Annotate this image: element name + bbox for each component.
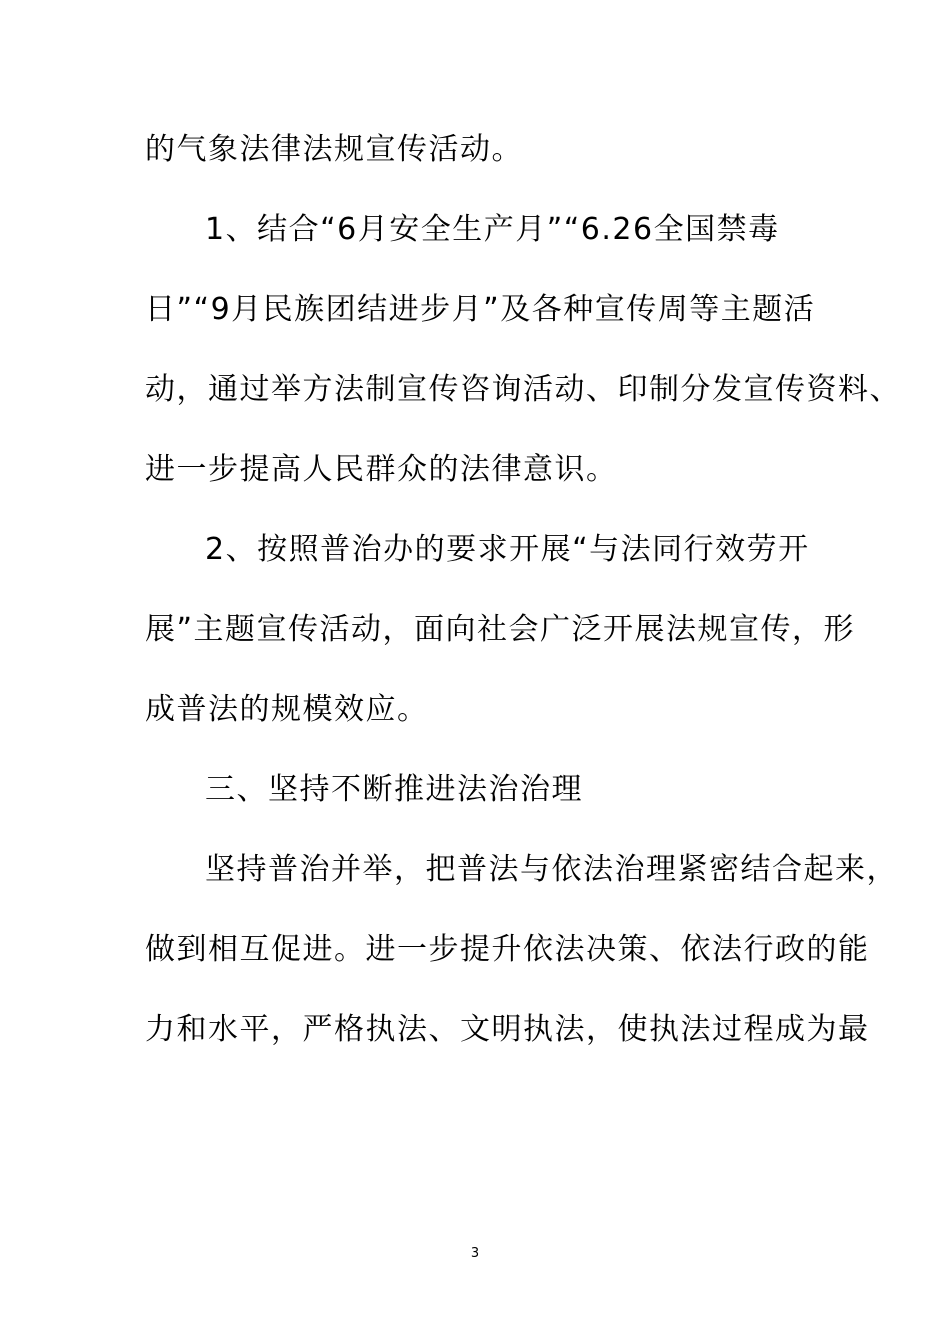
text-line: 坚持普治并举，把普法与依法治理紧密结合起来， <box>205 852 898 887</box>
page-number: 3 <box>470 1246 480 1261</box>
text-line: 2、按照普治办的要求开展“与法同行效劳开 <box>205 532 810 567</box>
text-line: 成普法的规模效应。 <box>145 692 429 727</box>
text-line: 日”“9月民族团结进步月”及各种宣传周等主题活 <box>145 292 816 327</box>
text-line: 进一步提高人民群众的法律意识。 <box>145 452 618 487</box>
text-line: 展”主题宣传活动，面向社会广泛开展法规宣传，形 <box>145 612 856 647</box>
text-line: 的气象法律法规宣传活动。 <box>145 132 523 167</box>
text-line: 做到相互促进。进一步提升依法决策、依法行政的能 <box>145 932 870 967</box>
text-line: 力和水平，严格执法、文明执法，使执法过程成为最 <box>145 1012 870 1047</box>
section-heading: 三、坚持不断推进法治治理 <box>205 772 583 807</box>
text-line: 动，通过举方法制宣传咨询活动、印制分发宣传资料、 <box>145 372 901 407</box>
text-line: 1、结合“6月安全生产月”“6.26全国禁毒 <box>205 212 780 247</box>
